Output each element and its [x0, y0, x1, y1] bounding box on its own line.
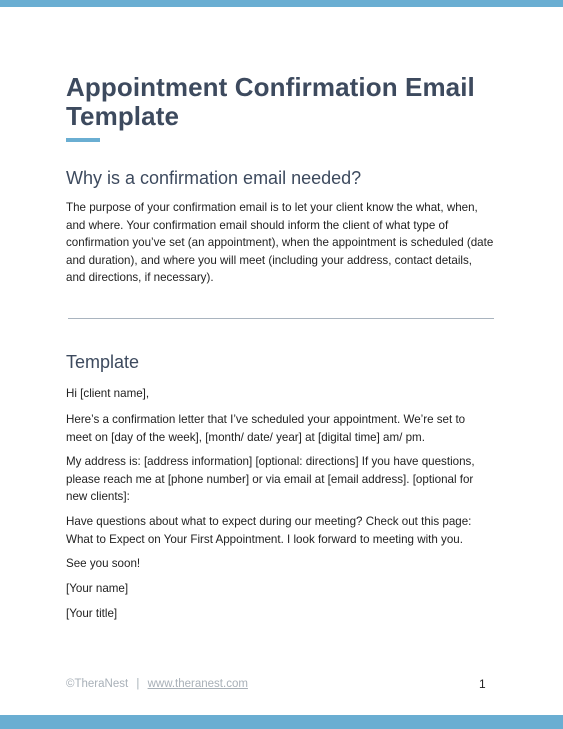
section-heading-template: Template — [66, 352, 140, 372]
title-underline — [66, 138, 100, 142]
template-greeting: Hi [client name], — [66, 387, 150, 400]
template-signature-title: [Your title] — [66, 607, 118, 620]
page-footer — [66, 677, 248, 691]
section-paragraph-why: The purpose of your confirmation email is to let your client know the what, when, and where. Your confirmation email should inform the client of what type of confirmation you’ve set (an appointment), when the appointment is scheduled (date and duration), and where you will meet (including your address, contact details, and directions, if necessary). — [66, 201, 494, 285]
template-closing: See you soon! — [66, 557, 141, 570]
template-paragraph-questions: Have questions about what to expect during our meeting? Check out this page: What to Expect on Your First Appointment. I look forward to meeting with you. — [66, 515, 472, 546]
template-signature-name: [Your name] — [66, 582, 129, 595]
page-number: 1 — [479, 677, 486, 691]
section-divider — [68, 318, 494, 319]
section-heading-why: Why is a confirmation email needed? — [66, 168, 362, 188]
bottom-accent-bar — [0, 715, 563, 729]
template-paragraph-confirmation: Here’s a confirmation letter that I’ve scheduled your appointment. We’re set to meet on [day of the week], [month/ date/ year] at [digital time] am/ pm. — [66, 413, 466, 444]
document-title: Appointment Confirmation Email Template — [66, 72, 475, 131]
template-paragraph-address: My address is: [address information] [optional: directions] If you have questions, please reach me at [phone number] or via email at [email address]. [optional for new clients]: — [66, 455, 475, 504]
footer-copyright: ©TheraNest — [66, 678, 129, 690]
footer-separator: | — [136, 678, 140, 690]
footer-website-link[interactable]: www.theranest.com — [147, 678, 248, 690]
top-accent-bar — [0, 0, 563, 7]
